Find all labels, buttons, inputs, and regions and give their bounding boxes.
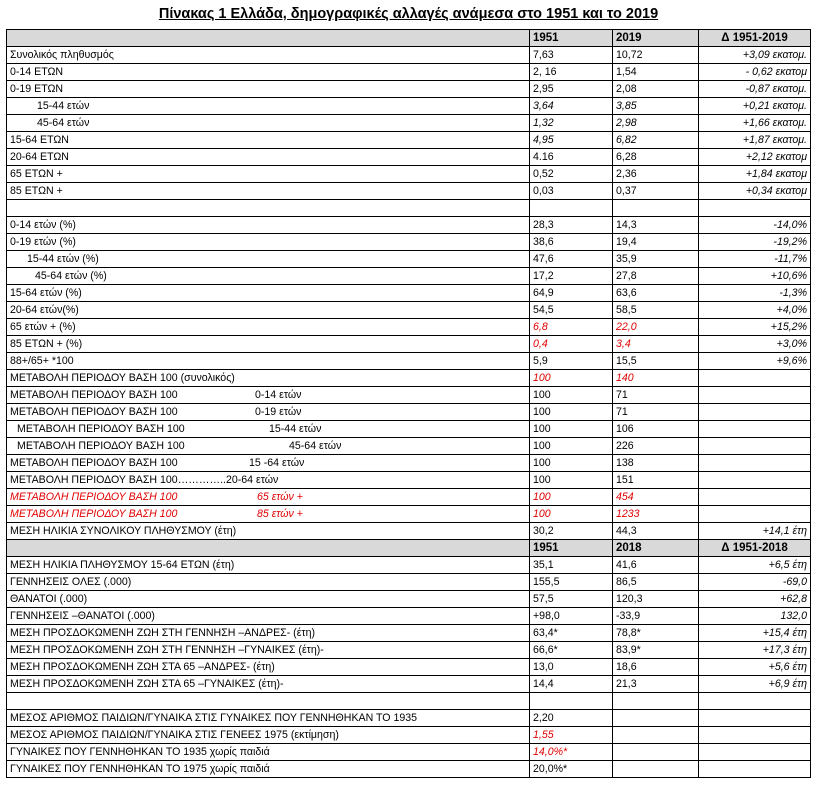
- cell-c1: 5,9: [530, 353, 613, 370]
- cell-c3: - 0,62 εκατομ: [699, 64, 811, 81]
- table-row: [7, 710, 811, 727]
- cell-c1: 100: [530, 387, 613, 404]
- cell-c2: 71: [613, 387, 699, 404]
- cell-c2: 106: [613, 421, 699, 438]
- table-row: [7, 404, 811, 421]
- table-row: [7, 761, 811, 778]
- row-label-text: ΜΕΣΗ ΠΡΟΣΔΟΚΩΜΕΝΗ ΖΩΗ ΣΤΑ 65 –ΓΥΝΑΙΚΕΣ (έτη)-: [10, 678, 284, 690]
- cell-c1: 28,3: [530, 217, 613, 234]
- cell-c2: 6,28: [613, 149, 699, 166]
- cell-c1: +98,0: [530, 608, 613, 625]
- row-label-text: ΜΕΣΗ ΠΡΟΣΔΟΚΩΜΕΝΗ ΖΩΗ ΣΤΗ ΓΕΝΝΗΣΗ –ΑΝΔΡΕΣ- (έτη): [10, 627, 316, 639]
- header-row: [7, 30, 811, 47]
- cell-c3: +15,2%: [699, 319, 811, 336]
- cell-c1: [530, 693, 613, 710]
- table-row: [7, 81, 811, 98]
- cell-c2: 63,6: [613, 285, 699, 302]
- cell-c2: 140: [613, 370, 699, 387]
- cell-c3: 132,0: [699, 608, 811, 625]
- cell-c1: 0,4: [530, 336, 613, 353]
- row-label-text: ΜΕΤΑΒΟΛΗ ΠΕΡΙΟΔΟΥ ΒΑΣΗ 100 (συνολικός): [10, 372, 235, 384]
- cell-c1: 64,9: [530, 285, 613, 302]
- table-row: [7, 608, 811, 625]
- table-row: [7, 132, 811, 149]
- table-row: [7, 523, 811, 540]
- cell-c1: 100: [530, 455, 613, 472]
- row-label-text: ΓΥΝΑΙΚΕΣ ΠΟΥ ΓΕΝΝΗΘΗΚΑΝ ΤΟ 1935 χωρίς παιδιά: [10, 746, 270, 758]
- row-label-text: 45-64 ετών: [37, 117, 90, 129]
- header-delta: Δ 1951-2019: [699, 30, 811, 47]
- cell-c3: [699, 744, 811, 761]
- cell-c2: 14,3: [613, 217, 699, 234]
- row-label-text: 15-64 ΕΤΩΝ: [10, 134, 69, 146]
- table-row: [7, 149, 811, 166]
- table-row: [7, 625, 811, 642]
- cell-c1: 100: [530, 421, 613, 438]
- header-year-2019: 2019: [613, 30, 699, 47]
- cell-c2: [613, 727, 699, 744]
- row-label: [7, 353, 530, 370]
- cell-c3: +5,6 έτη: [699, 659, 811, 676]
- header-row-2: [7, 540, 811, 557]
- cell-c3: -0,87 εκατομ.: [699, 81, 811, 98]
- table-row: [7, 455, 811, 472]
- cell-c3: +6,5 έτη: [699, 557, 811, 574]
- table-title: Πίνακας 1 Ελλάδα, δημογραφικές αλλαγές ανάμεσα στο 1951 και το 2019: [158, 6, 659, 22]
- cell-c2: 2,08: [613, 81, 699, 98]
- cell-c3: [699, 455, 811, 472]
- header-label-cell: [7, 30, 530, 47]
- cell-c1: 20,0%*: [530, 761, 613, 778]
- cell-c1: 0,03: [530, 183, 613, 200]
- row-label-text: ΜΕΤΑΒΟΛΗ ΠΕΡΙΟΔΟΥ ΒΑΣΗ 100: [10, 508, 178, 520]
- row-label: [7, 183, 530, 200]
- row-label-age-group: 45-64 ετών: [289, 440, 342, 452]
- cell-c2: 151: [613, 472, 699, 489]
- row-label-text: 0-19 ΕΤΩΝ: [10, 83, 64, 95]
- row-label: [7, 523, 530, 540]
- cell-c3: [699, 421, 811, 438]
- cell-c3: +6,9 έτη: [699, 676, 811, 693]
- cell-c3: +2,12 εκατομ: [699, 149, 811, 166]
- cell-c1: 155,5: [530, 574, 613, 591]
- cell-c3: -1,3%: [699, 285, 811, 302]
- table-row: [7, 336, 811, 353]
- row-label-text: 20-64 ΕΤΩΝ: [10, 151, 69, 163]
- cell-c2: [613, 693, 699, 710]
- cell-c1: 4.16: [530, 149, 613, 166]
- row-label-text: ΜΕΤΑΒΟΛΗ ΠΕΡΙΟΔΟΥ ΒΑΣΗ 100: [10, 491, 178, 503]
- row-label-text: Συνολικός πληθυσμός: [10, 49, 114, 61]
- row-label-text: ΜΕΣΗ ΠΡΟΣΔΟΚΩΜΕΝΗ ΖΩΗ ΣΤΗ ΓΕΝΝΗΣΗ –ΓΥΝΑΙΚΕΣ (έτη)-: [10, 644, 324, 656]
- row-label: [7, 81, 530, 98]
- cell-c3: +3,0%: [699, 336, 811, 353]
- row-label-age-group: 85 ετών +: [257, 508, 303, 520]
- row-label-text: ΜΕΤΑΒΟΛΗ ΠΕΡΙΟΔΟΥ ΒΑΣΗ 100: [10, 389, 178, 401]
- cell-c2: [613, 744, 699, 761]
- row-label-text: ΜΕΤΑΒΟΛΗ ΠΕΡΙΟΔΟΥ ΒΑΣΗ 100: [17, 423, 185, 435]
- cell-c2: -33,9: [613, 608, 699, 625]
- row-label-text: ΘΑΝΑΤΟΙ (.000): [10, 593, 88, 605]
- row-label: [7, 200, 530, 217]
- cell-c3: +1,84 εκατομ: [699, 166, 811, 183]
- cell-c1: 30,2: [530, 523, 613, 540]
- row-label-text: 85 ΕΤΩΝ +: [10, 185, 63, 197]
- row-label: [7, 336, 530, 353]
- cell-c2: 18,6: [613, 659, 699, 676]
- row-label: [7, 251, 530, 268]
- cell-c3: +10,6%: [699, 268, 811, 285]
- row-label-text: ΜΕΣΗ ΗΛΙΚΙΑ ΠΛΗΘΥΣΜΟΥ 15-64 ΕΤΩΝ (έτη): [10, 559, 235, 571]
- row-label: [7, 387, 530, 404]
- cell-c1: 4,95: [530, 132, 613, 149]
- row-label: [7, 727, 530, 744]
- row-label-age-group: 15 -64 ετών: [249, 457, 305, 469]
- row-label-age-group: 15-44 ετών: [269, 423, 322, 435]
- cell-c2: 15,5: [613, 353, 699, 370]
- cell-c2: 27,8: [613, 268, 699, 285]
- row-label-text: ΜΕΤΑΒΟΛΗ ΠΕΡΙΟΔΟΥ ΒΑΣΗ 100…………..20-64 ετών: [10, 474, 279, 486]
- row-label-text: 45-64 ετών (%): [35, 270, 107, 282]
- cell-c3: [699, 387, 811, 404]
- table-row: [7, 183, 811, 200]
- cell-c3: [699, 727, 811, 744]
- row-label: [7, 472, 530, 489]
- header2-label-cell: [7, 540, 530, 557]
- row-label: [7, 217, 530, 234]
- cell-c1: [530, 200, 613, 217]
- row-label: [7, 489, 530, 506]
- cell-c1: 38,6: [530, 234, 613, 251]
- row-label-text: 15-44 ετών: [37, 100, 90, 112]
- cell-c1: 1,55: [530, 727, 613, 744]
- table-row: [7, 98, 811, 115]
- row-label-text: ΜΕΤΑΒΟΛΗ ΠΕΡΙΟΔΟΥ ΒΑΣΗ 100: [10, 457, 178, 469]
- row-label-age-group: 0-19 ετών: [255, 406, 302, 418]
- cell-c2: 21,3: [613, 676, 699, 693]
- table-row: [7, 370, 811, 387]
- cell-c2: 2,36: [613, 166, 699, 183]
- cell-c3: [699, 761, 811, 778]
- row-label: [7, 676, 530, 693]
- row-label-text: ΓΕΝΝΗΣΕΙΣ ΟΛΕΣ (.000): [10, 576, 132, 588]
- row-label-text: ΜΕΣΗ ΠΡΟΣΔΟΚΩΜΕΝΗ ΖΩΗ ΣΤΑ 65 –ΑΝΔΡΕΣ- (έτη): [10, 661, 275, 673]
- cell-c2: [613, 710, 699, 727]
- cell-c2: 71: [613, 404, 699, 421]
- row-label: [7, 438, 530, 455]
- row-label-text: ΜΕΣΗ ΗΛΙΚΙΑ ΣΥΝΟΛΙΚΟΥ ΠΛΗΘΥΣΜΟΥ (έτη): [10, 525, 237, 537]
- table-row: [7, 285, 811, 302]
- cell-c2: [613, 200, 699, 217]
- cell-c1: 100: [530, 370, 613, 387]
- cell-c2: 1,54: [613, 64, 699, 81]
- table-row: [7, 472, 811, 489]
- table-row: [7, 676, 811, 693]
- row-label: [7, 591, 530, 608]
- cell-c2: 2,98: [613, 115, 699, 132]
- cell-c1: 54,5: [530, 302, 613, 319]
- cell-c2: 19,4: [613, 234, 699, 251]
- table-row: [7, 574, 811, 591]
- row-label: [7, 132, 530, 149]
- row-label-text: ΜΕΣΟΣ ΑΡΙΘΜΟΣ ΠΑΙΔΙΩΝ/ΓΥΝΑΙΚΑ ΣΤΙΣ ΓΥΝΑΙΚΕΣ ΠΟΥ ΓΕΝΝΗΘΗΚΑΝ ΤΟ 1935: [10, 712, 418, 724]
- cell-c2: 3,85: [613, 98, 699, 115]
- row-label: [7, 608, 530, 625]
- table-row: [7, 251, 811, 268]
- cell-c3: +14,1 έτη: [699, 523, 811, 540]
- cell-c3: -69,0: [699, 574, 811, 591]
- cell-c1: 7,63: [530, 47, 613, 64]
- table-row: [7, 115, 811, 132]
- cell-c3: -11,7%: [699, 251, 811, 268]
- table-row: [7, 693, 811, 710]
- row-label-text: ΜΕΤΑΒΟΛΗ ΠΕΡΙΟΔΟΥ ΒΑΣΗ 100: [17, 440, 185, 452]
- cell-c2: 0,37: [613, 183, 699, 200]
- header-year-1951: 1951: [530, 30, 613, 47]
- cell-c2: 78,8*: [613, 625, 699, 642]
- row-label-text: ΓΥΝΑΙΚΕΣ ΠΟΥ ΓΕΝΝΗΘΗΚΑΝ ΤΟ 1975 χωρίς παιδιά: [10, 763, 270, 775]
- cell-c3: [699, 693, 811, 710]
- cell-c3: +3,09 εκατομ.: [699, 47, 811, 64]
- cell-c2: 58,5: [613, 302, 699, 319]
- row-label: [7, 370, 530, 387]
- row-label: [7, 557, 530, 574]
- cell-c3: +15,4 έτη: [699, 625, 811, 642]
- cell-c1: 3,64: [530, 98, 613, 115]
- row-label: [7, 149, 530, 166]
- cell-c2: 41,6: [613, 557, 699, 574]
- row-label: [7, 302, 530, 319]
- row-label-text: 65 ετών + (%): [10, 321, 76, 333]
- cell-c1: 14,4: [530, 676, 613, 693]
- table-row: [7, 387, 811, 404]
- table-row: [7, 217, 811, 234]
- row-label: [7, 421, 530, 438]
- header2-delta: Δ 1951-2018: [699, 540, 811, 557]
- cell-c1: 100: [530, 438, 613, 455]
- row-label: [7, 574, 530, 591]
- cell-c2: [613, 761, 699, 778]
- table-row: [7, 489, 811, 506]
- table-row: [7, 557, 811, 574]
- row-label-age-group: 65 ετών +: [257, 491, 303, 503]
- table-row: [7, 659, 811, 676]
- cell-c3: +62,8: [699, 591, 811, 608]
- cell-c3: -19,2%: [699, 234, 811, 251]
- cell-c2: 120,3: [613, 591, 699, 608]
- cell-c1: 6,8: [530, 319, 613, 336]
- cell-c3: [699, 370, 811, 387]
- cell-c2: 138: [613, 455, 699, 472]
- table-row: [7, 47, 811, 64]
- cell-c3: [699, 438, 811, 455]
- cell-c3: +1,87 εκατομ.: [699, 132, 811, 149]
- cell-c3: +1,66 εκατομ.: [699, 115, 811, 132]
- row-label-text: 85 ΕΤΩΝ + (%): [10, 338, 83, 350]
- row-label-text: 0-19 ετών (%): [10, 236, 76, 248]
- cell-c1: 100: [530, 404, 613, 421]
- cell-c1: 63,4*: [530, 625, 613, 642]
- row-label: [7, 268, 530, 285]
- row-label: [7, 319, 530, 336]
- cell-c2: 35,9: [613, 251, 699, 268]
- table-row: [7, 591, 811, 608]
- cell-c1: 100: [530, 489, 613, 506]
- table-row: [7, 421, 811, 438]
- cell-c1: 100: [530, 506, 613, 523]
- cell-c2: 6,82: [613, 132, 699, 149]
- cell-c3: [699, 200, 811, 217]
- row-label-text: ΓΕΝΝΗΣΕΙΣ –ΘΑΝΑΤΟΙ (.000): [10, 610, 155, 622]
- row-label: [7, 455, 530, 472]
- cell-c1: 13,0: [530, 659, 613, 676]
- cell-c2: 1233: [613, 506, 699, 523]
- table-row: [7, 64, 811, 81]
- table-row: [7, 319, 811, 336]
- row-label: [7, 625, 530, 642]
- cell-c2: 3,4: [613, 336, 699, 353]
- cell-c1: 57,5: [530, 591, 613, 608]
- cell-c3: +0,21 εκατομ.: [699, 98, 811, 115]
- cell-c2: 10,72: [613, 47, 699, 64]
- cell-c3: +17,3 έτη: [699, 642, 811, 659]
- cell-c3: +9,6%: [699, 353, 811, 370]
- header2-year-1951: 1951: [530, 540, 613, 557]
- table-row: [7, 234, 811, 251]
- row-label-text: ΜΕΣΟΣ ΑΡΙΘΜΟΣ ΠΑΙΔΙΩΝ/ΓΥΝΑΙΚΑ ΣΤΙΣ ΓΕΝΕΕΣ 1975 (εκτίμηση): [10, 729, 339, 741]
- table-row: [7, 744, 811, 761]
- row-label: [7, 506, 530, 523]
- table-row: [7, 302, 811, 319]
- row-label-text: 0-14 ΕΤΩΝ: [10, 66, 64, 78]
- cell-c1: 100: [530, 472, 613, 489]
- cell-c3: [699, 489, 811, 506]
- row-label-text: 20-64 ετών(%): [10, 304, 79, 316]
- row-label: [7, 98, 530, 115]
- cell-c2: 22,0: [613, 319, 699, 336]
- table-row: [7, 268, 811, 285]
- table-row: [7, 642, 811, 659]
- cell-c3: +4,0%: [699, 302, 811, 319]
- row-label-text: ΜΕΤΑΒΟΛΗ ΠΕΡΙΟΔΟΥ ΒΑΣΗ 100: [10, 406, 178, 418]
- row-label: [7, 744, 530, 761]
- table-row: [7, 438, 811, 455]
- cell-c3: [699, 404, 811, 421]
- row-label: [7, 234, 530, 251]
- row-label: [7, 115, 530, 132]
- row-label-age-group: 0-14 ετών: [255, 389, 302, 401]
- row-label: [7, 710, 530, 727]
- cell-c1: 2,20: [530, 710, 613, 727]
- row-label: [7, 404, 530, 421]
- cell-c2: 83,9*: [613, 642, 699, 659]
- row-label-text: 15-44 ετών (%): [27, 253, 99, 265]
- row-label: [7, 693, 530, 710]
- row-label: [7, 642, 530, 659]
- row-label-text: 65 ΕΤΩΝ +: [10, 168, 63, 180]
- cell-c2: 44,3: [613, 523, 699, 540]
- cell-c1: 35,1: [530, 557, 613, 574]
- demographics-table: [6, 29, 811, 778]
- cell-c3: +0,34 εκατομ: [699, 183, 811, 200]
- cell-c2: 86,5: [613, 574, 699, 591]
- cell-c3: -14,0%: [699, 217, 811, 234]
- row-label: [7, 761, 530, 778]
- row-label-text: 0-14 ετών (%): [10, 219, 76, 231]
- row-label: [7, 659, 530, 676]
- row-label: [7, 47, 530, 64]
- cell-c1: 1,32: [530, 115, 613, 132]
- table-row: [7, 727, 811, 744]
- row-label-text: 15-64 ετών (%): [10, 287, 82, 299]
- cell-c1: 47,6: [530, 251, 613, 268]
- cell-c1: 14,0%*: [530, 744, 613, 761]
- table-row: [7, 506, 811, 523]
- cell-c2: 226: [613, 438, 699, 455]
- row-label: [7, 285, 530, 302]
- cell-c3: [699, 710, 811, 727]
- table-row: [7, 353, 811, 370]
- cell-c2: 454: [613, 489, 699, 506]
- table-row: [7, 200, 811, 217]
- header2-year-2018: 2018: [613, 540, 699, 557]
- cell-c3: [699, 472, 811, 489]
- cell-c1: 2,95: [530, 81, 613, 98]
- row-label-text: 88+/65+ *100: [10, 355, 74, 367]
- cell-c1: 66,6*: [530, 642, 613, 659]
- table-row: [7, 166, 811, 183]
- row-label: [7, 166, 530, 183]
- cell-c1: 17,2: [530, 268, 613, 285]
- cell-c3: [699, 506, 811, 523]
- cell-c1: 0,52: [530, 166, 613, 183]
- cell-c1: 2, 16: [530, 64, 613, 81]
- row-label: [7, 64, 530, 81]
